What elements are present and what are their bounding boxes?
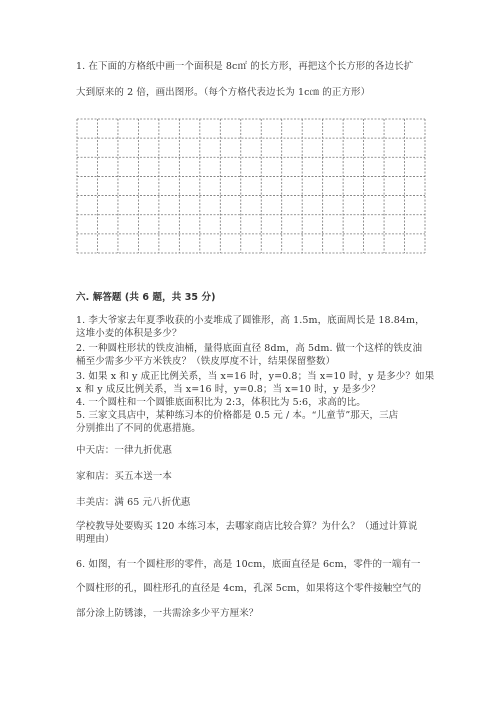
q6-1-line-1: 1. 李大爷家去年夏季收获的小麦堆成了圆锥形，高 1.5m，底面周长是 18.84m， (76, 315, 425, 326)
q6-2-line-2: 桶至少需多少平方米铁皮？（铁皮厚度不计，结果保留整数） (76, 356, 336, 367)
store-zhongtian: 中天店：一律九折优惠 (76, 445, 173, 456)
q6-4-line: 4. 一个圆柱和一个圆锥底面积比为 2:3，体积比为 5:6，求高的比。 (76, 397, 366, 408)
q6-6-line-3: 部分涂上防锈漆，一共需涂多少平方厘米？ (76, 608, 259, 619)
q6-3-line-1: 3. 如果 x 和 y 成正比例关系，当 x=16 时，y=0.8；当 x=10 时，y 是多少？如果 (76, 371, 435, 382)
q6-6-line-1: 6. 如图，有一个圆柱形的零件，高是 10cm，底面直径是 6cm，零件的一端有一 (76, 559, 421, 570)
q6-3-line-2: x 和 y 成反比例关系，当 x=16 时，y=0.8；当 x=10 时，y 是多少？ (76, 384, 381, 395)
q6-5-line-1: 5. 三家文具店中，某种练习本的价格都是 0.5 元 / 本。“儿童节”那天，三店 (76, 410, 399, 421)
q6-5-question-line-1: 学校教导处要购买 120 本练习本，去哪家商店比较合算？为什么？（通过计算说 (76, 521, 418, 532)
q6-2-line-1: 2. 一种圆柱形状的铁皮油桶，量得底面直径 8dm，高 5dm. 做一个这样的铁皮油 (76, 343, 423, 354)
store-fengmei: 丰美店：满 65 元八折优惠 (76, 497, 191, 508)
square-grid-paper (76, 118, 426, 254)
q6-1-line-2: 这堆小麦的体积是多少？ (76, 328, 182, 339)
q6-6-line-2: 个圆柱形的孔，圆柱形孔的直径是 4cm，孔深 5cm，如果将这个零件接触空气的 (76, 583, 422, 594)
q6-5-line-2: 分别推出了不同的优惠措施。 (76, 423, 201, 434)
q1-line-2: 大到原来的 2 倍，画出图形。（每个方格代表边长为 1c㎝ 的正方形） (76, 87, 371, 98)
q6-5-question-line-2: 明理由） (76, 534, 115, 545)
store-jiahe: 家和店：买五本送一本 (76, 471, 173, 482)
section-6-title: 六. 解答题 (共 6 题，共 35 分) (76, 292, 216, 303)
q1-line-1: 1. 在下面的方格纸中画一个面积是 8c㎡ 的长方形，再把这个长方形的各边长扩 (76, 61, 414, 72)
